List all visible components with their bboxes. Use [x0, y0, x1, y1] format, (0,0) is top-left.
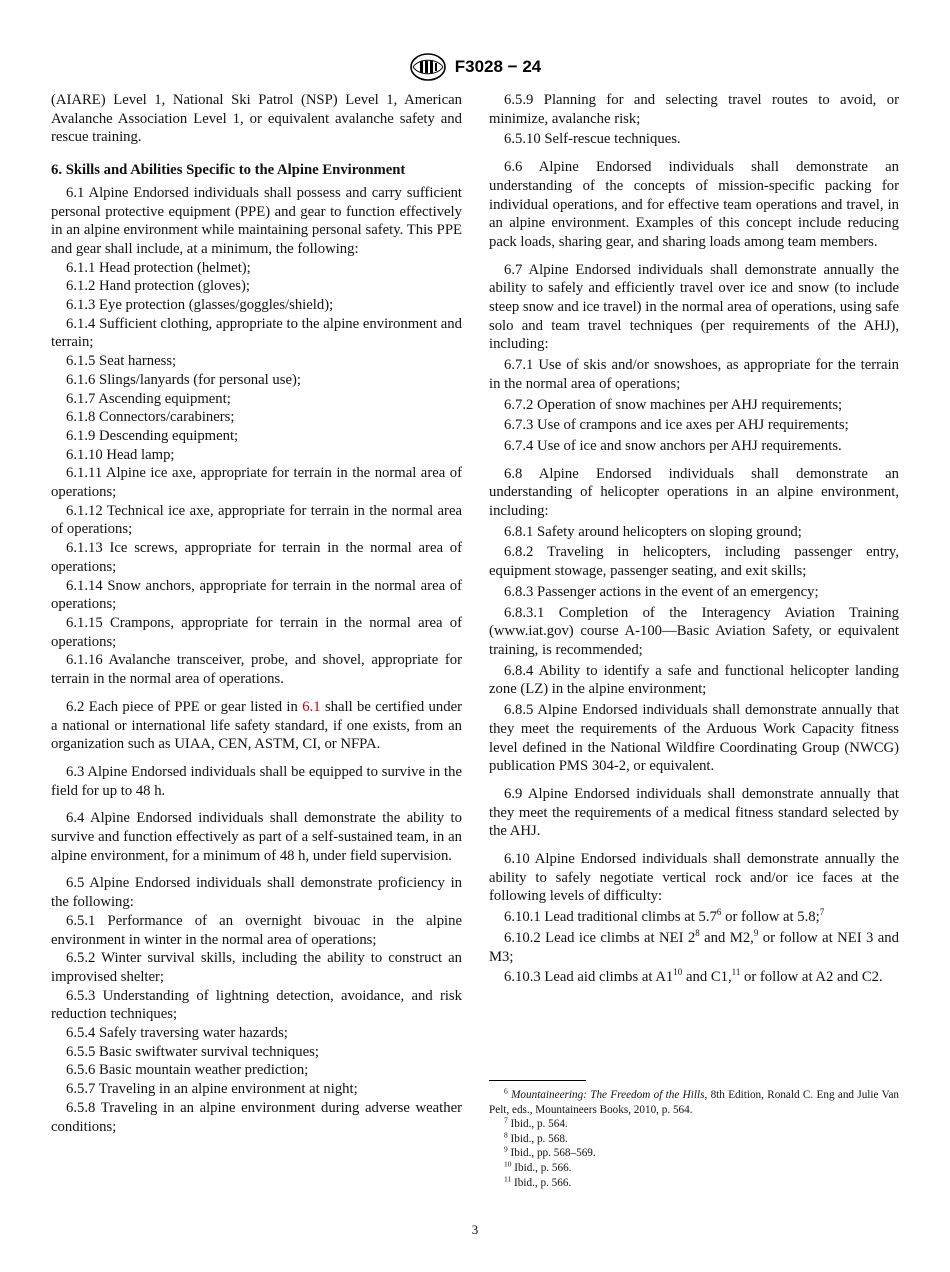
paragraph-6-8-5: 6.8.5 Alpine Endorsed individuals shall demonstrate annually that they meet the requirements of the Arduous Work Capacity fitness level defined in the National Wildfire Coordinating Group (NWCG) publication PMS 304-2, or equivalent.	[489, 702, 899, 775]
footnote-divider	[489, 1080, 586, 1081]
list-item: 6.1.15 Crampons, appropriate for terrain in the normal area of operations;	[51, 614, 462, 650]
list-item: 6.5.3 Understanding of lightning detection, avoidance, and risk reduction techniques;	[51, 987, 462, 1023]
intro-paragraph: (AIARE) Level 1, National Ski Patrol (NSP) Level 1, American Avalanche Association Level 1, or equivalent avalanche safety and rescue training.	[51, 92, 462, 146]
list-item: 6.1.13 Ice screws, appropriate for terrain in the normal area of operations;	[51, 540, 462, 575]
paragraph-6-10: 6.10 Alpine Endorsed individuals shall demonstrate annually the ability to safely negotiate vertical rock and/or ice faces at the following levels of difficulty:	[489, 851, 899, 905]
footnote-text: Ibid., p. 568.	[510, 1132, 568, 1145]
section-6-1-link[interactable]: 6.1	[302, 698, 321, 715]
footnote	[489, 1173, 899, 1191]
paragraph-6-5: 6.5 Alpine Endorsed individuals shall demonstrate proficiency in the following:	[51, 875, 462, 911]
list-item: 6.5.5 Basic swiftwater survival techniques;	[66, 1043, 319, 1060]
list-item: 6.5.1 Performance of an overnight bivouac in the alpine environment in winter in the normal area of operations;	[51, 912, 462, 948]
paragraph-6-7-1: 6.7.1 Use of skis and/or snowshoes, as appropriate for the terrain in the normal area of operations;	[489, 357, 899, 392]
list-item: 6.1.6 Slings/lanyards (for personal use);	[66, 371, 301, 388]
list-item: 6.5.2 Winter survival skills, including the ability to construct an improvised shelter;	[51, 950, 462, 985]
list-item: 6.5.4 Safely traversing water hazards;	[66, 1025, 288, 1042]
list-item: 6.5.6 Basic mountain weather prediction;	[66, 1062, 309, 1079]
text: and M2,	[699, 929, 754, 946]
footnote-ref[interactable]: 11	[731, 967, 741, 978]
page-header	[0, 52, 950, 82]
footnotes	[489, 1088, 899, 1190]
text: or follow at 5.8;	[721, 909, 820, 926]
paragraph-6-9: 6.9 Alpine Endorsed individuals shall demonstrate annually that they meet the requirements of a medical fitness standard selected by the AHJ.	[489, 785, 899, 840]
standard-designation: F3028 − 24	[454, 57, 542, 76]
footnote	[489, 1132, 899, 1147]
text: 6.10.3 Lead aid climbs at A1	[504, 969, 674, 986]
list-item: 6.5.7 Traveling in an alpine environment at night;	[66, 1081, 358, 1098]
page-number: 3	[471, 1222, 479, 1237]
text: or follow at A2 and C2.	[740, 969, 883, 986]
paragraph-6-8-1: 6.8.1 Safety around helicopters on sloping ground;	[504, 523, 802, 540]
list-item: 6.1.12 Technical ice axe, appropriate for terrain in the normal area of operations;	[51, 502, 462, 538]
list-item: 6.1.4 Sufficient clothing, appropriate to the alpine environment and terrain;	[51, 315, 462, 351]
list-item: 6.1.14 Snow anchors, appropriate for terrain in the normal area of operations;	[51, 577, 462, 613]
footnote-book-title: Mountaineering: The Freedom of the Hills	[511, 1089, 705, 1101]
paragraph-6-10-2	[489, 929, 899, 966]
text: or follow at NEI 3 and M3;	[489, 929, 899, 965]
paragraph-6-10-3	[489, 968, 899, 987]
paragraph-6-2-end: shall be certified under a national or international life safety standard, if one exists, from an organization such as UIAA, CEN, ASTM, CI, or NFPA.	[51, 698, 462, 753]
paragraph-6-6: 6.6 Alpine Endorsed individuals shall demonstrate an understanding of the concepts of mission-specific packing for individual operations, and for effective team operations and travel, in an alpine environment. Examples of this concept include reducing pack loads, sharing gear, and sharing loads among team members.	[489, 159, 899, 250]
footnote	[489, 1146, 899, 1161]
list-item: 6.1.9 Descending equipment;	[66, 427, 239, 444]
paragraph-6-7-4: 6.7.4 Use of ice and snow anchors per AHJ requirements.	[504, 437, 842, 454]
list-item: 6.1.16 Avalanche transceiver, probe, and shovel, appropriate for terrain in the normal area of operations.	[51, 652, 462, 688]
footnote-text: Ibid., p. 564.	[510, 1118, 568, 1131]
footnote-number: 6	[504, 1086, 508, 1096]
footnote-ref[interactable]: 7	[819, 907, 825, 918]
text: 6.10.2 Lead ice climbs at NEI 2	[504, 929, 696, 946]
paragraph-6-8-4: 6.8.4 Ability to identify a safe and functional helicopter landing zone (LZ) in the alpine environment;	[489, 662, 899, 698]
paragraph-6-4: 6.4 Alpine Endorsed individuals shall demonstrate the ability to survive and function effectively as part of a self-sustained team, in an alpine environment, for a minimum of 48 h, under field supervision.	[51, 810, 462, 864]
paragraph-6-10-1	[489, 908, 899, 927]
paragraph-6-8-2: 6.8.2 Traveling in helicopters, including passenger entry, equipment stowage, passenger seating, and exit skills;	[489, 544, 899, 580]
paragraph-6-7-2: 6.7.2 Operation of snow machines per AHJ requirements;	[504, 396, 843, 413]
astm-logo-icon	[409, 52, 447, 82]
text: and C1,	[682, 969, 732, 986]
footnote-text: , 8th Edition, Ronald C. Eng and Julie Van Pelt, eds., Mountaineers Books, 2010, p. 564.	[489, 1089, 900, 1116]
footnote-text: Ibid., p. 566.	[514, 1176, 572, 1189]
paragraph-6-2-start: 6.2 Each piece of PPE or gear listed in	[66, 698, 298, 715]
footnote-number: 10	[504, 1159, 512, 1169]
text: 6.10.1 Lead traditional climbs at 5.7	[504, 909, 717, 926]
paragraph-6-8-3-1: 6.8.3.1 Completion of the Interagency Aviation Training (www.iat.gov) course A-100—Basic Aviation Safety, or equivalent training, is recommended;	[489, 604, 899, 658]
list-item: 6.1.5 Seat harness;	[66, 353, 177, 370]
footnote	[489, 1117, 899, 1132]
paragraph-6-8-3: 6.8.3 Passenger actions in the event of an emergency;	[504, 583, 819, 600]
footnote-number: 11	[504, 1173, 512, 1183]
paragraph-6-2	[51, 698, 462, 754]
footnote-ref[interactable]: 9	[753, 927, 759, 938]
list-item: 6.1.1 Head protection (helmet);	[66, 259, 251, 276]
footnote-text: Ibid., pp. 568–569.	[510, 1147, 596, 1160]
footnote	[489, 1161, 899, 1176]
list-item: 6.1.2 Hand protection (gloves);	[66, 278, 250, 295]
list-item: 6.5.8 Traveling in an alpine environment during adverse weather conditions;	[51, 1099, 462, 1135]
paragraph-6-3: 6.3 Alpine Endorsed individuals shall be equipped to survive in the field for up to 48 h.	[51, 763, 462, 799]
footnote-number: 8	[504, 1130, 508, 1140]
footnote-ref[interactable]: 6	[716, 907, 722, 918]
right-column	[489, 91, 899, 987]
list-item: 6.1.10 Head lamp;	[66, 446, 175, 463]
paragraph-6-7-3: 6.7.3 Use of crampons and ice axes per AHJ requirements;	[504, 417, 849, 434]
section-heading: 6. Skills and Abilities Specific to the Alpine Environment	[51, 162, 406, 179]
footnote-number: 7	[504, 1115, 508, 1125]
paragraph-6-5-10: 6.5.10 Self-rescue techniques.	[504, 131, 681, 148]
footnote-ref[interactable]: 8	[695, 927, 700, 938]
paragraph-6-5-9: 6.5.9 Planning for and selecting travel routes to avoid, or minimize, avalanche risk;	[489, 92, 899, 127]
paragraph-6-7: 6.7 Alpine Endorsed individuals shall demonstrate annually the ability to safely and efficiently travel over ice and snow (to include steep snow and ice travel) in the normal area of operations, using safe solo and team travel techniques (per requirements of the AHJ), including:	[489, 261, 899, 353]
footnote	[489, 1088, 899, 1117]
list-item: 6.1.11 Alpine ice axe, appropriate for terrain in the normal area of operations;	[51, 465, 462, 501]
left-column	[51, 91, 462, 1136]
paragraph-6-1: 6.1 Alpine Endorsed individuals shall possess and carry sufficient personal protective equipment (PPE) and gear to function effectively in an alpine environment while maintaining personal safety. This PPE and gear shall include, at a minimum, the following:	[51, 184, 462, 257]
footnote-number: 9	[504, 1144, 508, 1154]
footnote-ref[interactable]: 10	[673, 967, 683, 978]
list-item: 6.1.8 Connectors/carabiners;	[66, 409, 235, 426]
paragraph-6-8: 6.8 Alpine Endorsed individuals shall demonstrate an understanding of helicopter operations in an alpine environment, including:	[489, 465, 899, 520]
footnote-text: Ibid., p. 566.	[514, 1161, 572, 1174]
list-item: 6.1.7 Ascending equipment;	[66, 390, 231, 407]
list-item: 6.1.3 Eye protection (glasses/goggles/shield);	[66, 297, 334, 314]
